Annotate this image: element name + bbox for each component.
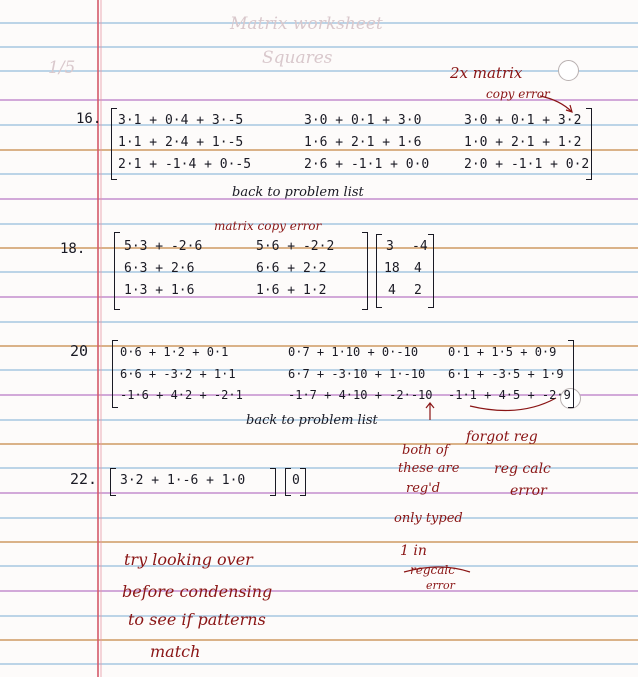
p20-r1-c2: 0·7 + 1·10 + 0·-10 [288,345,419,359]
p16-r1-c2: 3·0 + 0·1 + 3·0 [304,113,422,128]
p20-r2-c1: 6·6 + -3·2 + 1·1 [120,367,236,381]
problem-16-left-bracket [111,108,117,180]
problem-18-result-right-bracket [428,234,434,308]
p18-r1-c1: 5·3 + -2·6 [124,239,203,254]
p16-r2-c1: 1·1 + 2·4 + 1·-5 [118,135,244,150]
note-forgot-reg: forgot reg [466,429,538,445]
note-both-reg-2: these are [398,461,460,476]
p20-r3-c3: -1·1 + 4·5 + -2·9 [448,388,571,402]
note-reg-calc-2: error [510,483,547,499]
note-both-reg-1: both of [402,443,449,458]
p18-r3-c2: 1·6 + 1·2 [256,283,327,298]
p16-r2-c3: 1·0 + 2·1 + 1·2 [464,135,582,150]
back-to-problem-list-2: back to problem list [246,413,378,428]
problem-20-left-bracket [112,340,118,408]
note-regcalc-2: error [426,579,455,592]
p18-result-r2-c1: 18 [384,261,400,276]
faint-title: Matrix worksheet [230,14,383,34]
p18-r2-c2: 6·6 + 2·2 [256,261,327,276]
faint-subtitle: Squares [262,48,333,68]
p20-r2-c2: 6·7 + -3·10 + 1·-10 [288,367,426,381]
p20-r1-c3: 0·1 + 1·5 + 0·9 [448,345,557,359]
p16-r2-c2: 1·6 + 2·1 + 1·6 [304,135,422,150]
note-copy-error: copy error [486,87,550,101]
problem-18-right-bracket [362,232,368,310]
note-both-reg-3: reg'd [406,481,441,496]
problem-22-right-bracket [270,468,276,496]
p20-r3-c1: -1·6 + 4·2 + -2·1 [120,388,243,402]
problem-22-result-left-bracket [285,468,291,496]
advice-line-3: to see if patterns [128,610,266,629]
advice-line-4: match [150,642,201,661]
note-1-in: 1 in [400,543,427,559]
p18-r1-c2: 5·6 + -2·2 [256,239,335,254]
p18-result-r1-c2: -4 [412,239,428,254]
problem-18-number: 18. [60,241,86,257]
p16-r3-c3: 2·0 + -1·1 + 0·2 [464,157,590,172]
p18-result-r1-c1: 3 [386,239,394,254]
problem-22-left-bracket [110,468,116,496]
problem-20-number: 20 [70,342,89,360]
p18-result-r3-c1: 4 [388,283,396,298]
problem-22-number: 22. [70,470,98,488]
note-reg-calc-1: reg calc [494,461,551,477]
note-2x-matrix: 2x matrix [450,64,523,82]
note-matrix-copy-error-18: matrix copy error [214,219,322,233]
p16-r3-c1: 2·1 + -1·4 + 0·-5 [118,157,252,172]
p22-result: 0 [292,473,300,488]
p20-r3-c2: -1·7 + 4·10 + -2·-10 [288,388,433,402]
p18-result-r3-c2: 2 [414,283,422,298]
p20-r2-c3: 6·1 + -3·5 + 1·9 [448,367,564,381]
p20-r1-c1: 0·6 + 1·2 + 0·1 [120,345,229,359]
back-to-problem-list-1: back to problem list [232,185,364,200]
p16-r1-c1: 3·1 + 0·4 + 3·-5 [118,113,244,128]
faint-page-number: 1/5 [48,58,76,78]
p16-r1-c3: 3·0 + 0·1 + 3·2 [464,113,582,128]
problem-18-result-left-bracket [376,234,382,308]
advice-line-1: try looking over [124,550,253,569]
p18-r2-c1: 6·3 + 2·6 [124,261,195,276]
p16-r3-c2: 2·6 + -1·1 + 0·0 [304,157,430,172]
binder-hole-top [558,60,579,81]
problem-16-number: 16. [76,111,102,127]
advice-line-2: before condensing [122,582,273,601]
p18-r3-c1: 1·3 + 1·6 [124,283,195,298]
note-regcalc-1: regcalc [410,563,455,577]
note-only-typed: only typed [394,511,463,526]
p18-result-r2-c2: 4 [414,261,422,276]
problem-18-left-bracket [114,232,120,310]
p22-r1-c1: 3·2 + 1·-6 + 1·0 [120,473,246,488]
problem-22-result-right-bracket [300,468,306,496]
